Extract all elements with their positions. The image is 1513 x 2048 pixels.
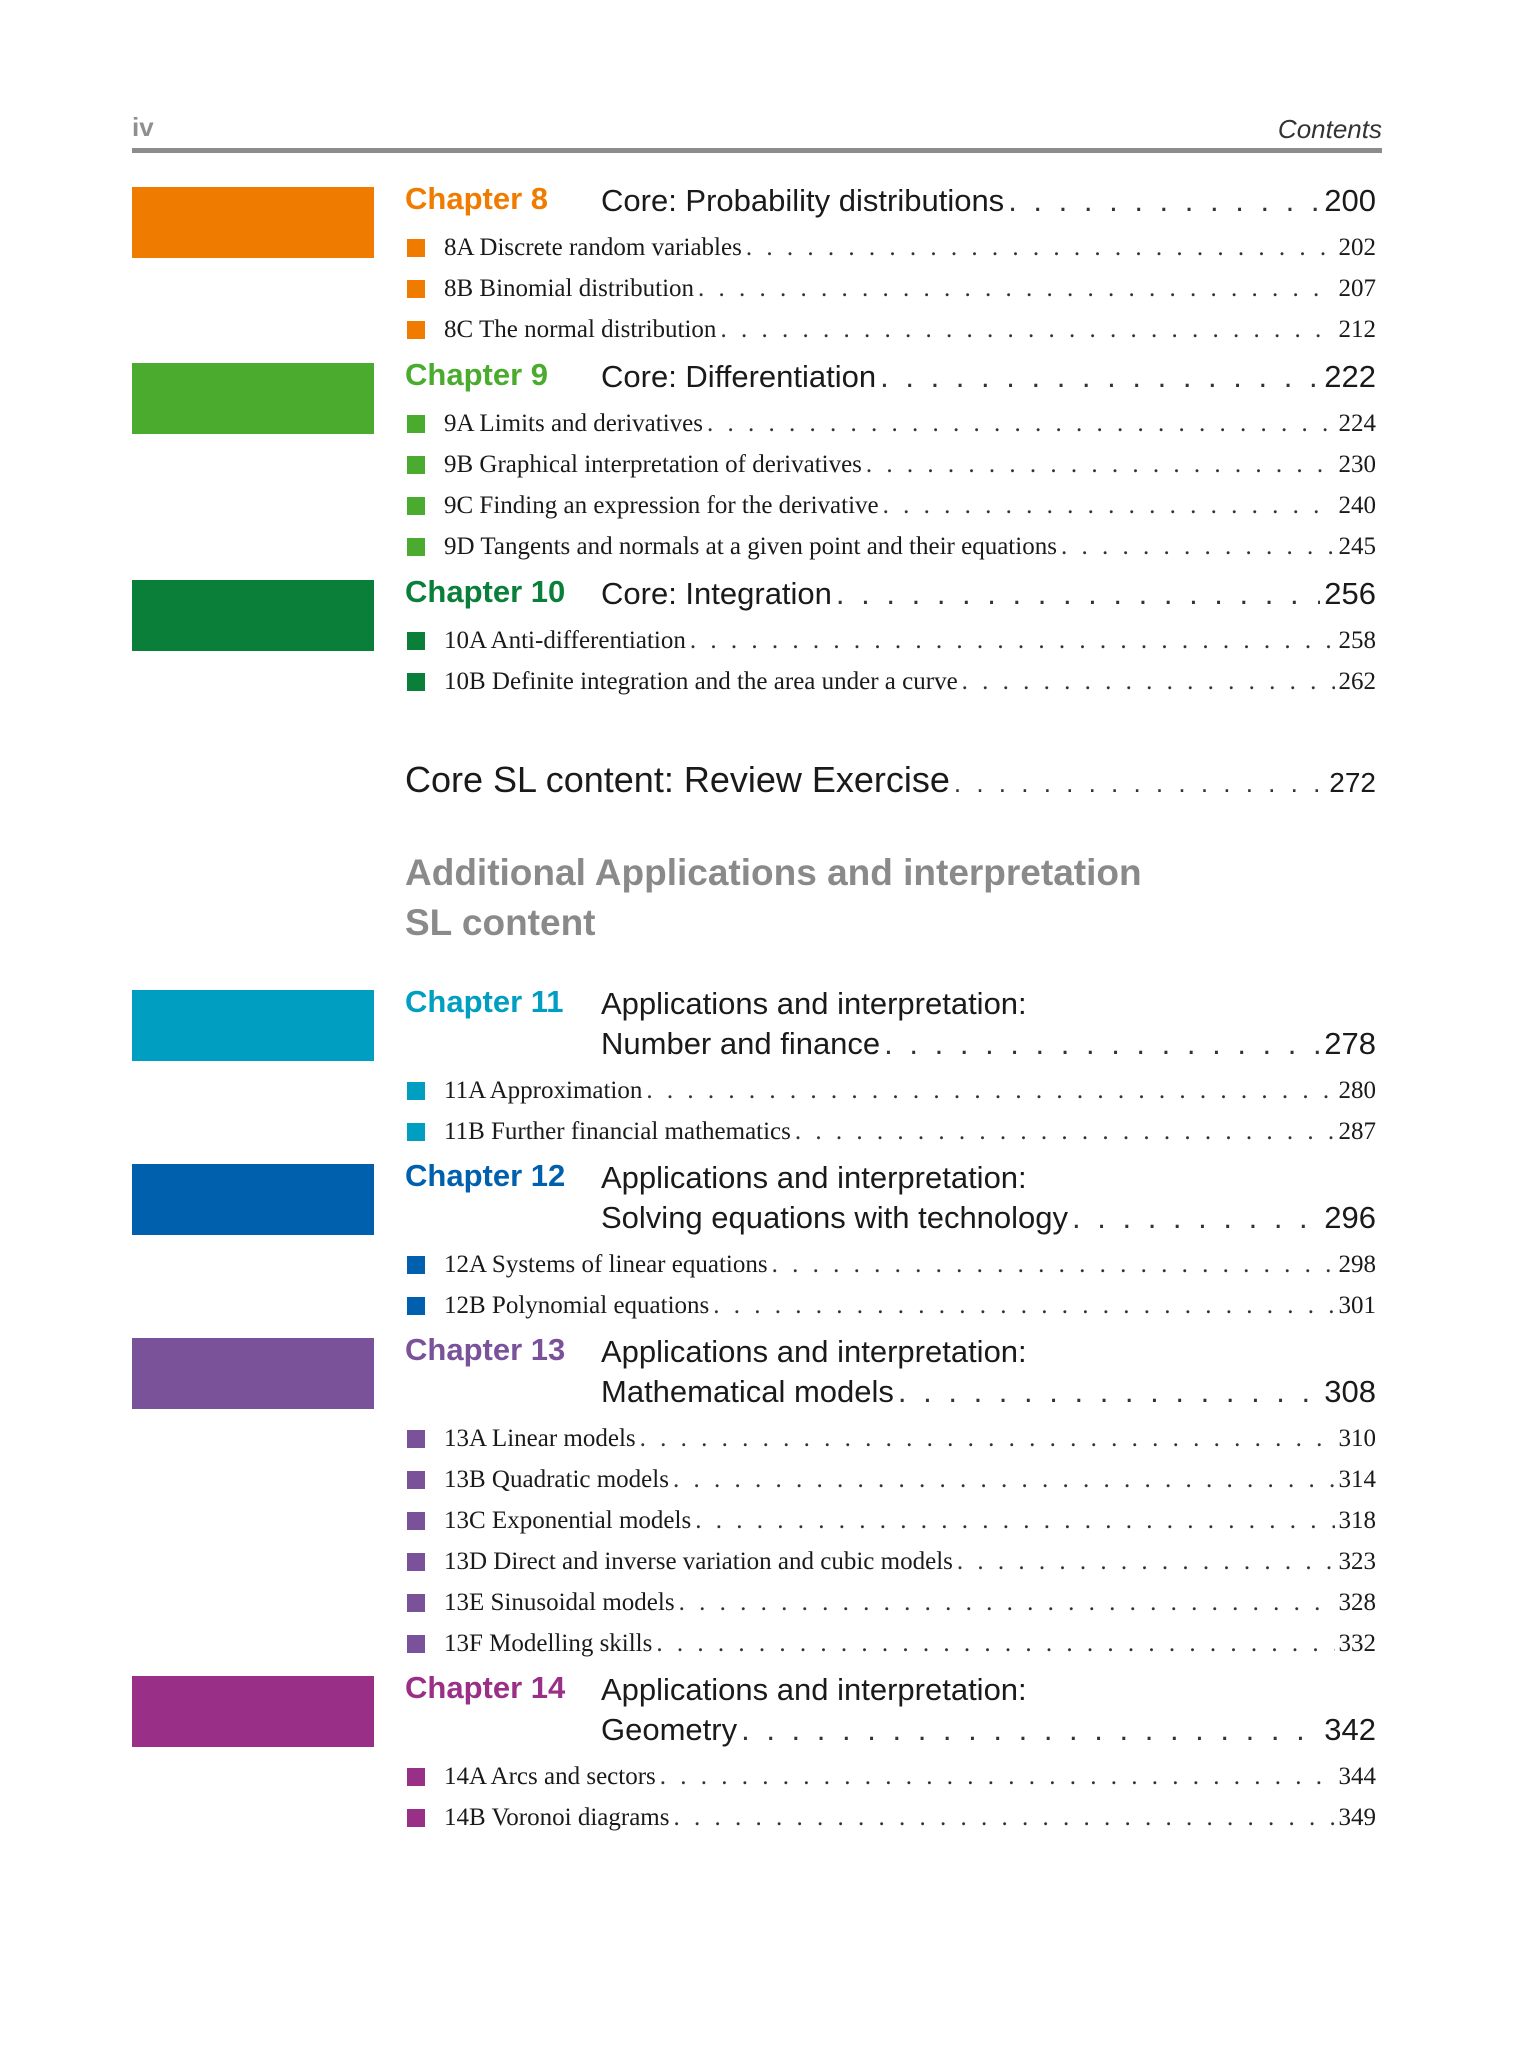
chapter-title-line1: Applications and interpretation: (601, 1334, 1027, 1369)
chapter-11-color-block (132, 990, 374, 1061)
chapter-title-line1: Applications and interpretation: (601, 1672, 1027, 1707)
square-bullet-icon (407, 1471, 425, 1489)
section-row[interactable]: 8A Discrete random variables . . . 202 (405, 227, 1376, 268)
chapter-page: 200 (1324, 183, 1376, 218)
chapter-label: Chapter 10 (405, 574, 566, 609)
section-list (405, 1244, 1376, 1326)
section-row[interactable]: 14A Arcs and sectors . . . 344 (405, 1756, 1376, 1797)
chapter-9-entry[interactable] (405, 357, 1376, 567)
chapter-page: 278 (1324, 1026, 1376, 1061)
chapter-13-entry[interactable] (405, 1332, 1376, 1664)
square-bullet-icon (407, 1768, 425, 1786)
chapter-label: Chapter 11 (405, 984, 564, 1019)
chapter-label: Chapter 12 (405, 1158, 566, 1193)
section-row[interactable]: 12B Polynomial equations . . . 301 (405, 1285, 1376, 1326)
square-bullet-icon (407, 1635, 425, 1653)
page-number: iv (132, 112, 154, 142)
chapter-title-line2: Geometry (601, 1712, 738, 1747)
part-heading-line1: Additional Applications and interpretation (405, 852, 1142, 893)
review-title: Core SL content: Review Exercise (405, 759, 950, 800)
dot-leader (880, 357, 1320, 397)
chapter-8-entry[interactable] (405, 181, 1376, 350)
square-bullet-icon (407, 1123, 425, 1141)
section-row[interactable]: 9C Finding an expression for the derivative . . . 240 (405, 485, 1376, 526)
section-row[interactable]: 13F Modelling skills . . . 332 (405, 1623, 1376, 1664)
chapter-page: 222 (1324, 359, 1376, 394)
section-row[interactable]: 11B Further financial mathematics . . . 287 (405, 1111, 1376, 1152)
review-page: 272 (1329, 767, 1376, 798)
chapter-page: 296 (1324, 1200, 1376, 1235)
chapter-title-line1: Applications and interpretation: (601, 986, 1027, 1021)
section-list (405, 227, 1376, 350)
section-row[interactable]: 13C Exponential models . . . 318 (405, 1500, 1376, 1541)
section-list (405, 1070, 1376, 1152)
chapter-label: Chapter 9 (405, 357, 548, 392)
chapter-12-entry[interactable] (405, 1158, 1376, 1326)
square-bullet-icon (407, 321, 425, 339)
dot-leader (836, 574, 1320, 614)
dot-leader (1008, 181, 1320, 221)
dot-leader (741, 1710, 1320, 1750)
section-row[interactable]: 13E Sinusoidal models . . . 328 (405, 1582, 1376, 1623)
section-row[interactable]: 8C The normal distribution . . . 212 (405, 309, 1376, 350)
square-bullet-icon (407, 1256, 425, 1274)
dot-leader (884, 1024, 1320, 1064)
running-title: Contents (1277, 114, 1382, 144)
square-bullet-icon (407, 280, 425, 298)
section-row[interactable]: 13D Direct and inverse variation and cubic models . . . 323 (405, 1541, 1376, 1582)
square-bullet-icon (407, 456, 425, 474)
chapter-title-line1: Applications and interpretation: (601, 1160, 1027, 1195)
section-list (405, 403, 1376, 567)
chapter-10-color-block (132, 580, 374, 651)
square-bullet-icon (407, 1082, 425, 1100)
section-row[interactable]: 10A Anti-differentiation . . . 258 (405, 620, 1376, 661)
square-bullet-icon (407, 538, 425, 556)
section-row[interactable]: 9D Tangents and normals at a given point and their equations . . . 245 (405, 526, 1376, 567)
section-list (405, 1756, 1376, 1838)
chapter-title: Core: Integration (601, 576, 832, 611)
dot-leader (1072, 1198, 1320, 1238)
section-row[interactable]: 10B Definite integration and the area under a curve . . . 262 (405, 661, 1376, 702)
square-bullet-icon (407, 415, 425, 433)
section-row[interactable]: 8B Binomial distribution . . . 207 (405, 268, 1376, 309)
chapter-title-line2: Number and finance (601, 1026, 881, 1061)
section-list (405, 1418, 1376, 1664)
square-bullet-icon (407, 497, 425, 515)
square-bullet-icon (407, 673, 425, 691)
square-bullet-icon (407, 632, 425, 650)
section-row[interactable]: 13A Linear models . . . 310 (405, 1418, 1376, 1459)
chapter-12-color-block (132, 1164, 374, 1235)
chapter-page: 256 (1324, 576, 1376, 611)
square-bullet-icon (407, 1512, 425, 1530)
square-bullet-icon (407, 1594, 425, 1612)
dot-leader (898, 1372, 1320, 1412)
chapter-9-color-block (132, 363, 374, 434)
chapter-10-entry[interactable] (405, 574, 1376, 702)
section-list (405, 620, 1376, 702)
chapter-page: 342 (1324, 1712, 1376, 1747)
chapter-14-entry[interactable] (405, 1670, 1376, 1838)
review-exercise-entry[interactable] (405, 755, 1376, 805)
chapter-11-entry[interactable] (405, 984, 1376, 1152)
chapter-label: Chapter 14 (405, 1670, 566, 1705)
square-bullet-icon (407, 1809, 425, 1827)
chapter-13-color-block (132, 1338, 374, 1409)
dot-leader (954, 758, 1325, 805)
section-row[interactable]: 9B Graphical interpretation of derivatives . . . 230 (405, 444, 1376, 485)
chapter-label: Chapter 8 (405, 181, 548, 216)
part-heading (405, 848, 1205, 948)
square-bullet-icon (407, 1430, 425, 1448)
page-header (132, 110, 1382, 153)
chapter-page: 308 (1324, 1374, 1376, 1409)
chapter-title: Core: Differentiation (601, 359, 877, 394)
section-row[interactable]: 11A Approximation . . . 280 (405, 1070, 1376, 1111)
square-bullet-icon (407, 1553, 425, 1571)
section-row[interactable]: 14B Voronoi diagrams . . . 349 (405, 1797, 1376, 1838)
chapter-title: Core: Probability distributions (601, 183, 1005, 218)
section-row[interactable]: 9A Limits and derivatives . . . 224 (405, 403, 1376, 444)
section-row[interactable]: 12A Systems of linear equations . . . 298 (405, 1244, 1376, 1285)
chapter-label: Chapter 13 (405, 1332, 566, 1367)
chapter-title-line2: Mathematical models (601, 1374, 894, 1409)
chapter-title-line2: Solving equations with technology (601, 1200, 1069, 1235)
square-bullet-icon (407, 239, 425, 257)
chapter-8-color-block (132, 187, 374, 258)
chapter-14-color-block (132, 1676, 374, 1747)
part-heading-line2: SL content (405, 902, 596, 943)
square-bullet-icon (407, 1297, 425, 1315)
section-row[interactable]: 13B Quadratic models . . . 314 (405, 1459, 1376, 1500)
